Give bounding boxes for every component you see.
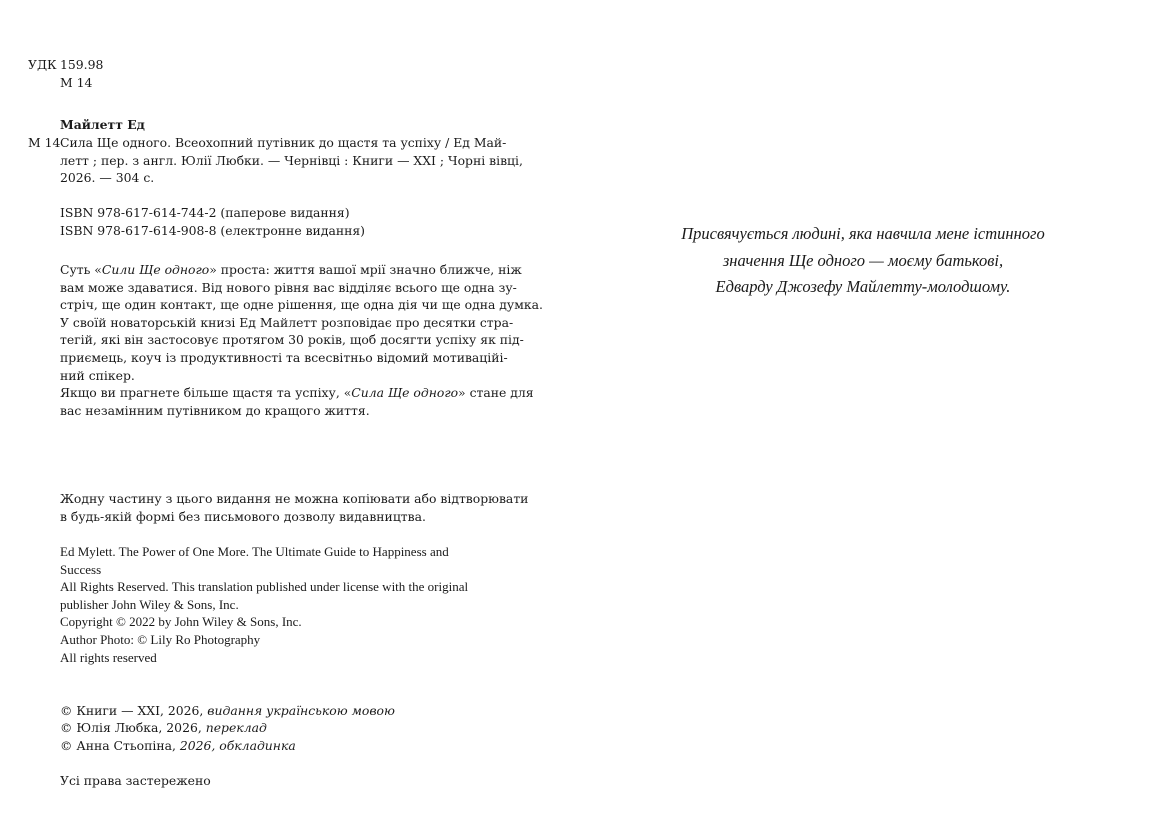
original-edition-line: Success [60,562,102,577]
all-rights-reserved-ua: Усі права застережено [60,773,211,788]
author-heading: Майлетт Ед [60,117,145,132]
dedication [575,221,1151,301]
annotation-line: вам може здаватися. Від нового рівня вас відділяє всього ще одна зу- [60,279,517,295]
udk-label: УДК [28,57,57,72]
original-edition-line: All rights reserved [60,650,157,665]
original-edition-line: Ed Mylett. The Power of One More. The Ultimate Guide to Happiness and [60,544,449,559]
annotation-line: стріч, ще один контакт, ще одне рішення, ще одна дія чи ще одна думка. [60,297,543,313]
book-title-italic: Сила Ще одного [351,385,459,401]
left-page [0,0,560,838]
annotation-line: приємець, коуч із продуктивності та всесвітньо відомий мотиваційі- [60,349,508,365]
bbk-code: М 14 [60,75,93,90]
original-edition-line: publisher John Wiley & Sons, Inc. [60,597,239,612]
book-title-italic: Сили Ще одного [101,262,210,277]
annotation-line: Якщо ви прагнете більше щастя та успіху, «Сила Ще одного» стане для [60,385,534,401]
annotation-line: Суть «Сили Ще одного» проста: життя вашої мрії значно ближче, ніж [60,262,522,277]
record-line: летт ; пер. з англ. Юлії Любки. — Чернівці : Книги — ХХІ ; Чорні вівці, [60,152,523,168]
original-edition-line: All Rights Reserved. This translation published under license with the original [60,579,469,594]
original-edition-line: Author Photo: © Lily Ro Photography [60,632,261,647]
annotation-line: тегій, які він застосовує протягом 30 років, щоб досягти успіху як під- [60,332,524,348]
record-line: 2026. — 304 с. [60,170,155,186]
isbn-print: ISBN 978-617-614-744-2 (паперове видання) [60,205,350,220]
annotation-line: ний спікер. [60,367,135,383]
right-page [575,0,1151,838]
isbn-electronic: ISBN 978-617-614-908-8 (електронне видання) [60,223,366,238]
record-line: Сила Ще одного. Всеохопний путівник до щастя та успіху / Ед Май- [60,135,507,150]
rights-notice-line: в будь-якій формі без письмового дозволу видавництва. [60,509,426,524]
bibliographic-record [60,134,523,187]
annotation [60,261,543,419]
record-code: М 14 [28,135,61,150]
copyright-line: © Анна Стьопіна, 2026, обкладинка [60,738,296,753]
dedication-line: Едварду Джозефу Майлетту-молодшому. [715,277,1011,296]
original-edition-line: Copyright © 2022 by John Wiley & Sons, Inc. [60,614,302,629]
annotation-line: У своїй новаторській книзі Ед Майлетт розповідає про десятки стра- [60,314,514,330]
rights-notice-line: Жодну частину з цього видання не можна копіювати або відтворювати [60,491,529,506]
dedication-line: Присвячується людині, яка навчила мене істинного [681,224,1045,243]
copyright-line: © Юлія Любка, 2026, переклад [60,720,267,735]
udk-value: 159.98 [60,57,104,72]
dedication-line: значення Ще одного — моєму батькові, [722,250,1004,270]
copyright-line: © Книги — ХХІ, 2026, видання українською мовою [60,703,395,718]
annotation-line: вас незамінним путівником до кращого життя. [60,402,370,418]
